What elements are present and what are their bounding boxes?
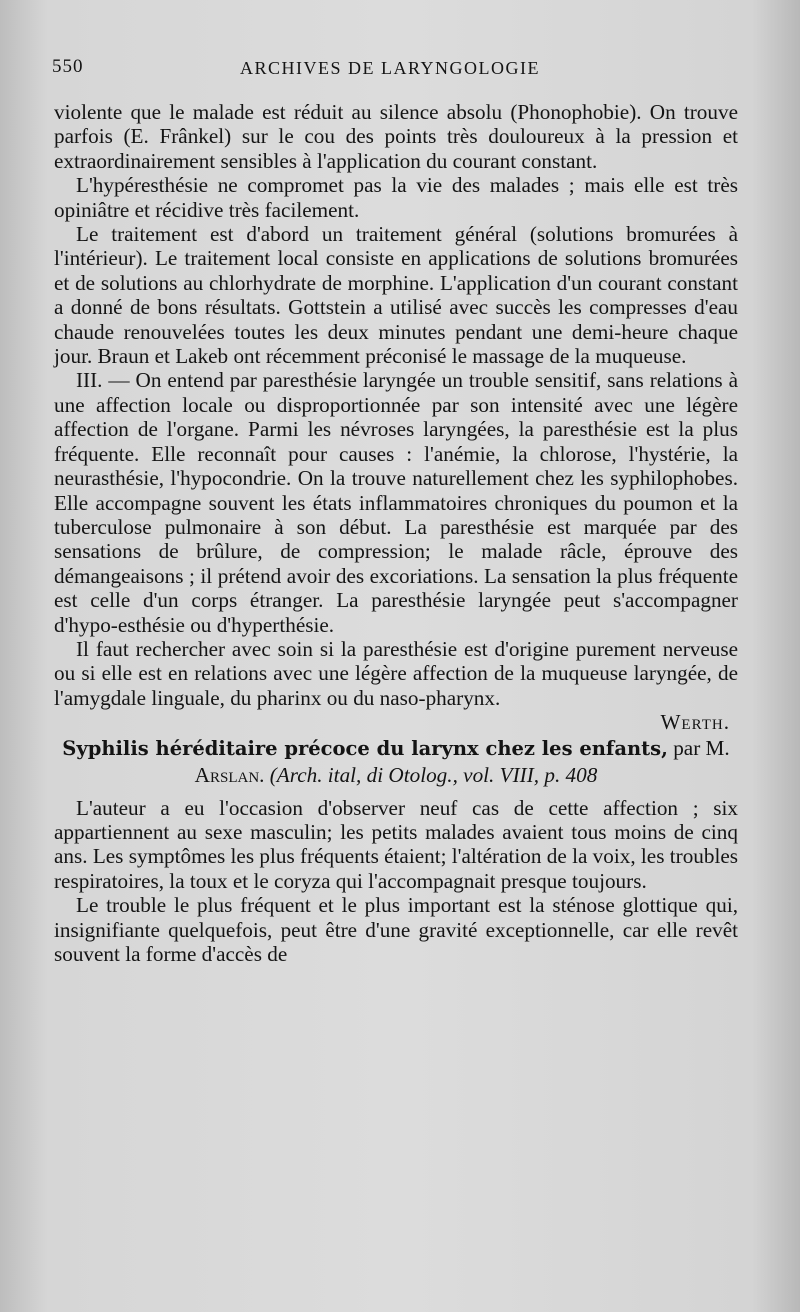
paragraph-hyperesthesia-prognosis: L'hypéresthésie ne compromet pas la vie des malades ; mais elle est très opiniâtre et récidive très facilement. (54, 173, 738, 222)
article-paragraph-cases: L'auteur a eu l'occasion d'observer neuf cas de cette affection ; six appartiennent au sexe masculin; les petits malades avaient tous moins de cinq ans. Les symptômes les plus fréquents étaient; l'altération de la voix, les troubles respiratoires, la toux et le coryza qui l'accompagnait presque toujours. (54, 795, 739, 893)
journal-title: ARCHIVES DE LARYNGOLOGIE (240, 58, 540, 78)
article-heading (54, 735, 738, 788)
article-author: Arslan. (194, 762, 265, 787)
paragraph-treatment: Le traitement est d'abord un traitement général (solutions bromurées à l'intérieur). Le traitement local consiste en applications de solutions bromurées et de solutions au chlorhydrate de morphine. L'application d'un courant constant a donné de bons résultats. Gottstein a utilisé avec succès les compresses d'eau chaude renouvelées toutes les deux minutes pendant une demi-heure chaque jour. Braun et Lakeb ont récemment préconisé le massage de la muqueuse. (54, 222, 738, 369)
page-number: 550 (52, 56, 84, 77)
article-title: Syphilis héréditaire précoce du larynx chez les enfants, (62, 736, 668, 760)
page-body (54, 100, 738, 966)
article-paragraph-stenosis: Le trouble le plus fréquent et le plus important est la sténose glottique qui, insignifiante quelquefois, peut être d'une gravité exceptionnelle, car elle revêt souvent la forme d'accès de (54, 893, 738, 966)
paragraph-diagnosis: Il faut rechercher avec soin si la paresthésie est d'origine purement nerveuse ou si elle est en relations avec une légère affection de la muqueuse laryngée, de l'amygdale linguale, du pharinx ou du naso-pharynx. (54, 636, 738, 710)
paragraph-continuation: violente que le malade est réduit au silence absolu (Phonophobie). On trouve parfois (E. Frânkel) sur le cou des points très douloureux à la pression et extraordinairement sensibles à l'application du courant constant. (54, 100, 738, 173)
article-par: par M. (667, 735, 730, 760)
running-head (52, 56, 742, 84)
article-citation: (Arch. ital, di Otolog., vol. VIII, p. 408 (264, 762, 598, 787)
review-signature: Werth. (660, 710, 730, 735)
paragraph-paresthesia: III. — On entend par paresthésie laryngée un trouble sensitif, sans relations à une affection locale ou disproportionnée par son intensité avec une légère affection de l'organe. Parmi les névroses laryngées, la paresthésie est la plus fréquente. Elle reconnaît pour causes : l'anémie, la chlorose, l'hystérie, la neurasthésie, l'hypocondrie. On la trouve naturellement chez les syphilophobes. Elle accompagne souvent les états inflammatoires chroniques du poumon et la tuberculose pulmonaire à son début. La paresthésie est marquée par des sensations de brûlure, de compression; le malade râcle, éprouve des démangeaisons ; il prétend avoir des excoriations. La sensation la plus fréquente est celle d'un corps étranger. La paresthésie laryngée peut s'accompagner d'hypo-esthésie ou d'hyperthésie. (54, 368, 738, 637)
